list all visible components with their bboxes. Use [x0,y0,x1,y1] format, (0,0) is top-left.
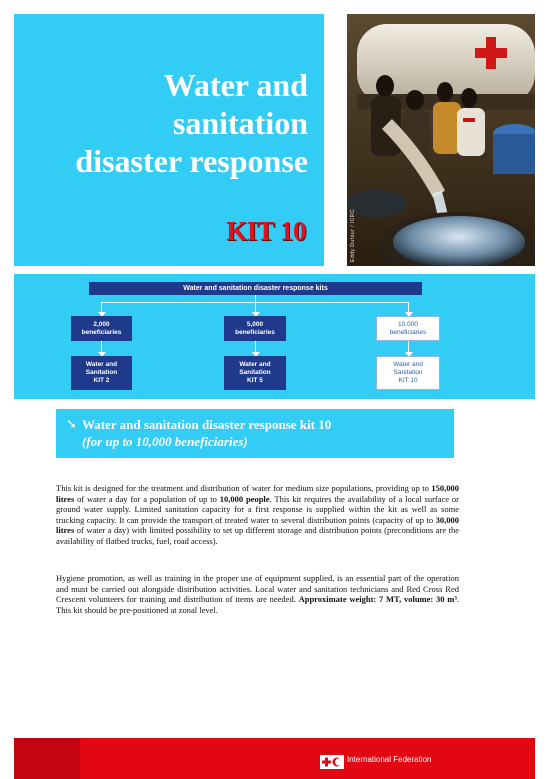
box-label: Water and [85,361,118,368]
title-block [14,14,324,266]
text-run: of water a day) with limited possibility to set up different storage and distribution points (preconditions are the availability of flatbed trucks, fuel, road access). [56,525,459,546]
heading-title: Water and sanitation disaster response kit 10 [82,417,332,432]
water-truck-illustration [347,14,535,266]
footer-accent [14,738,80,779]
box-label: beneficiaries [235,328,275,336]
box-label: Water and [393,361,423,368]
title-line: sanitation [172,105,308,141]
kit-box-2 [71,356,132,390]
kit-box-10 [376,356,440,390]
section-heading [56,409,454,458]
footer-org-name: International Federation [347,755,432,764]
text-run-bold: 150,000 litres [56,483,459,504]
box-label: Sanitation [85,369,118,376]
box-number: 5,000 [246,320,264,328]
title-line: Water and [163,67,308,103]
box-label: Water and [239,361,271,368]
text-run: . This kit requires the availability of a local surface or ground water supply. Limited sanitation capacity for a first response is supplied within the kit as well as some trucking capacity. It can provide the transport of treated water to several distribution points (capacity of up to [56,493,459,525]
text-run: Hygiene promotion, as well as training in the proper use of equipment supplied, is an essential part of the operation and must be carried out alongside distribution activities. Local water and sanitation technicians and Red Cross Red Crescent volunteers for training and distribution of items are needed. [56,573,459,605]
box-number: 2,000 [93,320,110,328]
box-label: Sanitation [393,369,423,376]
text-run: . This kit should be pre-positioned at zonal level. [56,594,459,615]
logo-icon [320,755,344,769]
box-label: KIT 10 [398,377,418,384]
kits-diagram [14,274,535,399]
footer-bar [14,738,535,779]
page-title [18,66,308,180]
box-label: KIT 5 [247,377,263,384]
photo-credit: Eddy Dufour / ICRC [350,208,356,262]
box-label: beneficiaries [81,328,122,336]
box-number: 10,000 [398,320,418,328]
box-label: KIT 2 [93,377,110,384]
text-run: This kit is designed for the treatment and distribution of water for medium size populations, providing up to [56,483,432,493]
kit-label: KIT 10 [226,216,306,246]
text-run-bold: 10,000 people [219,493,270,504]
diagram-title: Water and sanitation disaster response kits [89,282,422,295]
kit-box-5 [224,356,286,390]
beneficiaries-box-5000 [224,316,286,341]
body-paragraph-1 [56,483,459,547]
heading-subtitle: (for up to 10,000 beneficiaries) [82,434,248,449]
text-run-bold: 30,000 litres [56,514,459,536]
body-paragraph-2 [56,573,459,615]
text-run: of water a day for a population of up to [74,493,220,504]
connector-line [255,295,256,302]
box-label: Sanitation [239,369,271,376]
photo-water-truck [347,14,535,266]
text-run-bold: Approximate weight: 7 MT, volume: 30 m³ [298,594,457,605]
box-label: beneficiaries [389,328,427,336]
title-line: disaster response [75,143,308,179]
beneficiaries-box-2000 [71,316,132,341]
arrow-icon: ➘ [66,417,77,432]
beneficiaries-box-10000 [376,316,440,341]
red-cross-crescent-logo [320,755,344,769]
